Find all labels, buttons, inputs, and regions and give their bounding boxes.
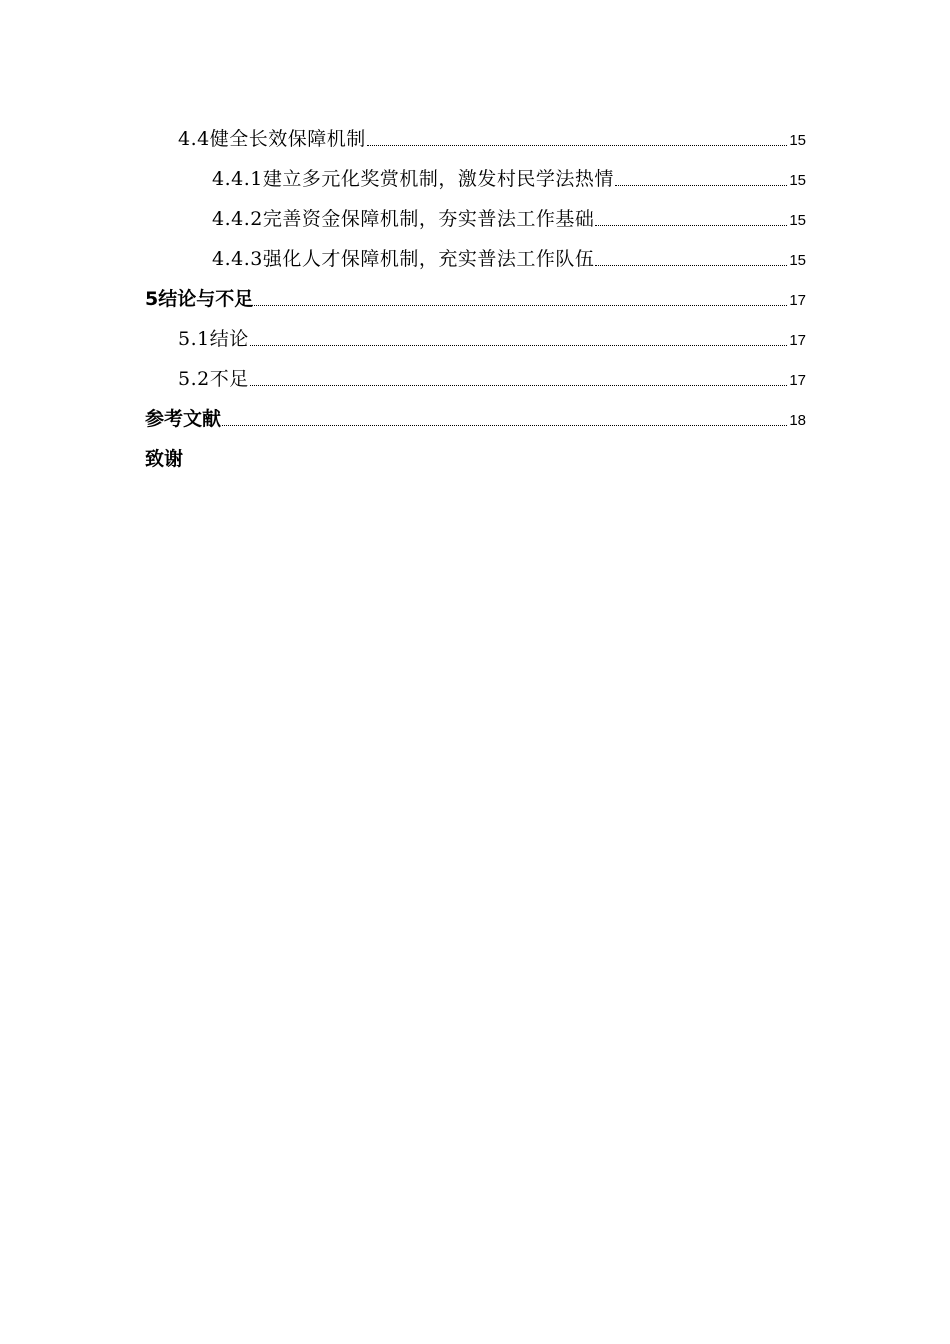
toc-entry-4-4[interactable] <box>145 118 806 158</box>
toc-entry-4-4-2[interactable] <box>145 198 806 238</box>
toc-entry-title: 4.4.2完善资金保障机制，夯实普法工作基础 <box>212 208 595 230</box>
toc-entry-5-1[interactable] <box>145 318 806 358</box>
toc-entry-title: 4.4.1建立多元化奖赏机制，激发村民学法热情 <box>212 168 614 190</box>
toc-entry-4-4-1[interactable] <box>145 158 806 198</box>
toc-entry-page-number: 15 <box>789 132 806 149</box>
toc-dot-leader <box>367 145 788 146</box>
toc-entry-title: 4.4健全长效保障机制 <box>178 128 366 150</box>
toc-entry-title: 参考文献 <box>145 408 222 430</box>
toc-entry-references[interactable] <box>145 398 806 438</box>
toc-entry-title: 5.2不足 <box>178 368 249 390</box>
table-of-contents <box>145 118 806 478</box>
toc-entry-5[interactable] <box>145 278 806 318</box>
toc-entry-page-number: 15 <box>789 252 806 269</box>
toc-entry-page-number: 17 <box>789 292 806 309</box>
toc-entry-page-number: 15 <box>789 212 806 229</box>
toc-entry-acknowledgements[interactable] <box>145 438 806 478</box>
toc-dot-leader <box>615 185 787 186</box>
toc-entry-title: 5.1结论 <box>178 328 249 350</box>
toc-dot-leader <box>250 385 788 386</box>
toc-entry-page-number: 17 <box>789 372 806 389</box>
toc-entry-title: 致谢 <box>145 448 184 470</box>
toc-dot-leader <box>595 265 787 266</box>
toc-dot-leader <box>250 345 788 346</box>
toc-entry-title: 5结论与不足 <box>145 288 254 310</box>
toc-dot-leader <box>254 305 787 306</box>
toc-entry-page-number: 18 <box>789 412 806 429</box>
toc-entry-5-2[interactable] <box>145 358 806 398</box>
toc-entry-page-number: 15 <box>789 172 806 189</box>
toc-entry-page-number: 17 <box>789 332 806 349</box>
toc-dot-leader <box>222 425 787 426</box>
toc-dot-leader <box>595 225 787 226</box>
toc-entry-4-4-3[interactable] <box>145 238 806 278</box>
toc-entry-title: 4.4.3强化人才保障机制，充实普法工作队伍 <box>212 248 595 270</box>
